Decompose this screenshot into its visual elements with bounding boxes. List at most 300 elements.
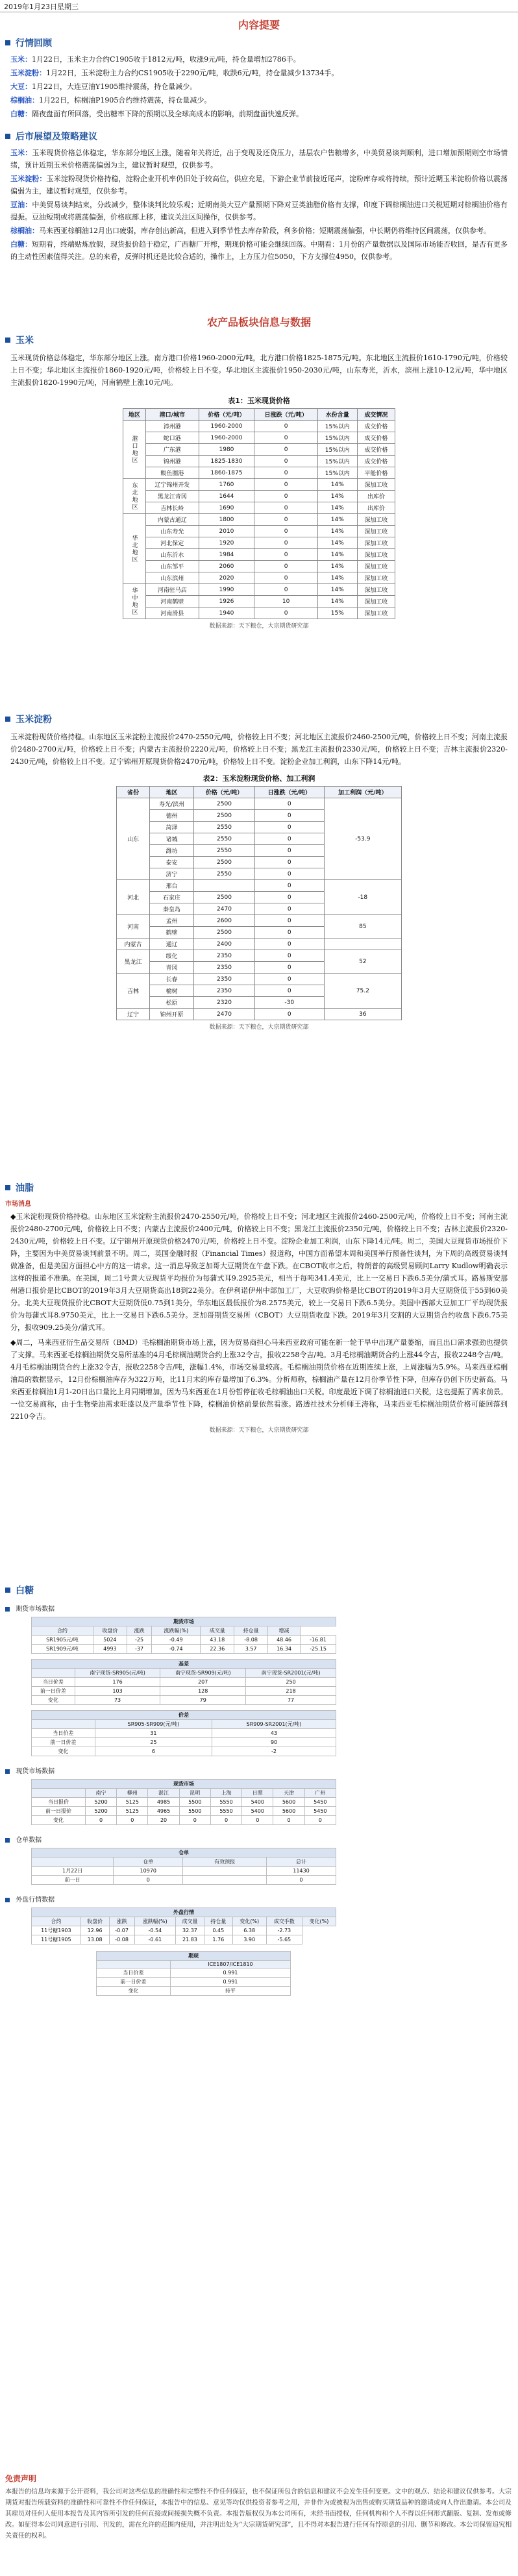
table-header-cell: 日涨跌（元/吨） <box>254 787 324 798</box>
profit-cell: 75.2 <box>324 974 401 1009</box>
square-bullet-icon <box>5 1898 10 1902</box>
futures-heading <box>5 1603 513 1613</box>
corn-source: 数据来源：天下粮仓，大宗期货研究部 <box>209 623 309 630</box>
table-cell: 0.45 <box>204 1926 232 1935</box>
table-cell: 14% <box>317 514 357 526</box>
table-cell: 6 <box>95 1747 212 1756</box>
table-title: 基差 <box>32 1660 336 1669</box>
summary-section <box>5 17 513 32</box>
table-cell: 14% <box>317 572 357 584</box>
table-header-cell: 湛江 <box>148 1789 179 1798</box>
table-cell: 0 <box>254 421 317 432</box>
table-cell: 1984 <box>199 549 254 561</box>
table-cell: 0 <box>254 880 324 892</box>
table-cell: 2500 <box>194 798 255 810</box>
region-cell: 华北地区 <box>123 514 146 584</box>
table-cell: 2350 <box>194 962 255 974</box>
summary-item <box>5 80 513 93</box>
table-cell: 218 <box>246 1687 336 1696</box>
table-cell: 持平 <box>170 1987 290 1996</box>
table-cell: 1980 <box>199 444 254 456</box>
table-cell: 山东沂水 <box>145 549 199 561</box>
table-row <box>117 1009 402 1020</box>
table-header-row <box>123 409 395 421</box>
summary-item-text: 玉米淀粉现货价格持稳，淀粉企业开机率仍旧处于较高位，供应充足，下游企业节前接近尾声，淀粉库存或将持续，预计近期玉米淀粉价格以震荡偏弱为主，建议暂时观望，仅供参考。 <box>10 175 508 195</box>
table-row <box>123 444 395 456</box>
table-cell: 1920 <box>199 537 254 549</box>
table-header-cell: 变化(%) <box>232 1917 266 1926</box>
table-row <box>123 607 395 619</box>
table-cell: 0 <box>254 514 317 526</box>
table-header-cell: 成交量 <box>176 1917 204 1926</box>
table-cell: 变化 <box>97 1987 171 1996</box>
table-cell: 德州 <box>150 810 194 822</box>
profit-cell: -53.9 <box>324 798 401 880</box>
basis-table <box>31 1659 336 1705</box>
table-header-cell <box>97 1961 171 1969</box>
corn-heading <box>5 334 513 347</box>
table-cell: 0 <box>254 857 324 868</box>
table-cell: 2350 <box>194 974 255 985</box>
table-cell: 变化 <box>32 1747 95 1756</box>
province-cell: 吉林 <box>117 974 150 1009</box>
table-cell: 河南驻马店 <box>145 584 199 596</box>
table-title-row <box>32 1711 336 1720</box>
table-cell: 山东邹平 <box>145 561 199 572</box>
table-row <box>123 502 395 514</box>
table-header-cell: ICE1807/ICE1810 <box>170 1961 290 1969</box>
table-cell: 0 <box>254 962 324 974</box>
table-row <box>117 798 402 810</box>
table-cell: 深加工收 <box>357 596 395 607</box>
table-cell: 吉林长岭 <box>145 502 199 514</box>
table-cell: 漳州港 <box>145 421 199 432</box>
table-cell: 0 <box>254 810 324 822</box>
warehouse-heading <box>5 1834 513 1844</box>
table-cell: 成交价格 <box>357 444 395 456</box>
spot-table <box>31 1779 336 1825</box>
sugar-heading <box>5 1584 513 1597</box>
summary-item <box>5 94 513 106</box>
table-cell: 0 <box>254 491 317 502</box>
spread-table <box>31 1710 336 1756</box>
table-row <box>32 1738 336 1747</box>
table-cell: 蛇口港 <box>145 432 199 444</box>
table-cell: 2060 <box>199 561 254 572</box>
table-cell: 14% <box>317 479 357 491</box>
table-header-cell: 增减 <box>268 1626 301 1636</box>
table-cell: -0.74 <box>152 1645 201 1654</box>
table-cell: 77 <box>246 1696 336 1705</box>
table-cell: 5400 <box>242 1807 273 1816</box>
table-cell: 深加工收 <box>357 561 395 572</box>
square-bullet-icon <box>5 337 10 343</box>
table-header-cell: 仓单 <box>114 1858 183 1867</box>
profit-cell <box>324 938 401 950</box>
outer-heading <box>5 1894 513 1904</box>
table-header-cell: 合约 <box>32 1626 93 1636</box>
square-bullet-icon <box>5 1838 10 1843</box>
table-header-cell: 收盘价 <box>93 1626 127 1636</box>
futures-table <box>31 1617 336 1654</box>
table-cell: 250 <box>246 1678 336 1687</box>
table-cell: 山东寿光 <box>145 526 199 537</box>
starch-heading-text: 玉米淀粉 <box>16 715 52 725</box>
table-title: 仓单 <box>32 1848 336 1858</box>
table-cell: 103 <box>75 1687 160 1696</box>
table-cell: 0 <box>254 915 324 927</box>
table-cell: 2550 <box>194 845 255 857</box>
table-cell: 176 <box>75 1678 160 1687</box>
table-row <box>123 479 395 491</box>
province-cell: 河北 <box>117 880 150 915</box>
table-cell: 2470 <box>194 1009 255 1020</box>
table-cell: 14% <box>317 491 357 502</box>
table-cell: 2020 <box>199 572 254 584</box>
table-cell: 菏泽 <box>150 822 194 833</box>
square-bullet-icon <box>5 1769 10 1774</box>
table-cell: 泰安 <box>150 857 194 868</box>
square-bullet-icon <box>5 717 10 722</box>
table-row <box>117 915 402 927</box>
review-list <box>5 53 513 120</box>
sugar-heading-text: 白糖 <box>16 1586 34 1596</box>
table-cell: 0 <box>273 1816 304 1825</box>
region-cell: 东北地区 <box>123 479 146 514</box>
review-heading-text: 行情回顾 <box>16 38 52 49</box>
table-title: 期现 <box>97 1952 291 1961</box>
table-cell: 20 <box>148 1816 179 1825</box>
table-cell: 15%以内 <box>317 432 357 444</box>
table-title-row <box>97 1952 291 1961</box>
table-row <box>32 1636 336 1645</box>
table-cell: 河南鹤壁 <box>145 596 199 607</box>
table-cell: 14% <box>317 561 357 572</box>
summary-item-label: 玉米： <box>10 55 32 64</box>
summary-item-text: 1月22日，玉米主力合约C1905收于1812元/吨，收涨9元/吨，持仓量增加2786手。 <box>32 55 301 64</box>
table-row <box>117 974 402 985</box>
summary-item-text: 隔夜盘面有所回落，受出糖率下降的预期以及全球高成本的影响，前期盘面快速反弹。 <box>32 110 303 118</box>
table-cell: 锦州港 <box>145 456 199 467</box>
disclaimer-text: 本报告的信息均来源于公开资料，我公司对这些信息的准确性和完整性不作任何保证，也不保证所包含的信息和建议不会发生任何变更。文中的观点、结论和建议仅供参考。大宗期货对报告所载资料的准确性和可靠性不作任何保证，本报告中的信息、意见等均仅供投资者参考之用，并非作为或被视为出售或购买期货品种的邀请或向人作出邀请。本公司及其雇员对任何人使用本报告及其内容所引发的任何直接或间接损失概不负责。本报告版权仅为本公司所有，未经书面授权，任何机构和个人不得以任何形式翻版、复制、发布或修改。如征得本公司同意进行引用、刊发的，需在允许的范围内使用，并注明出处为“大宗期货研究部”，且不得对本报告进行任何有悖原意的引用、删节和修改。本公司保留追究相关责任的权利。 <box>5 2488 512 2540</box>
table-cell: 5450 <box>304 1807 336 1816</box>
table-cell: 0 <box>85 1816 116 1825</box>
table-cell: 石家庄 <box>150 892 194 903</box>
table-header-cell <box>32 1858 114 1867</box>
table-cell: 黑龙江青冈 <box>145 491 199 502</box>
table-header-cell: 持仓量 <box>234 1626 268 1636</box>
table-header-cell: 省份 <box>117 787 150 798</box>
table-header-cell: SR905-SR909(元/吨) <box>95 1720 212 1729</box>
corn-heading-text: 玉米 <box>16 336 34 346</box>
summary-item-text: 短期看，终端贴炼放假，现货报价趋于稳定，广西糖厂开榨，期现价格可能会继续回落。中期看：1月份的产量数据以及国际市场能否收回，是否有更多的主动性因素值得关注。总的来看，反弹时机还是比较合适的，操作上，上方压力位5050，下方支撑位4950，仅供参考。 <box>10 240 508 261</box>
table-cell: 0 <box>254 833 324 845</box>
table-cell: 1940 <box>199 607 254 619</box>
table-row <box>123 456 395 467</box>
table-cell: 207 <box>160 1678 246 1687</box>
table-header-cell: 价格（元/吨） <box>199 409 254 421</box>
table-cell: 2500 <box>194 857 255 868</box>
square-bullet-icon <box>5 1607 10 1612</box>
table-cell: 成交价格 <box>357 456 395 467</box>
table-row <box>117 938 402 950</box>
table-header-cell: 成交量 <box>201 1626 234 1636</box>
table-cell <box>183 1867 267 1876</box>
table-row <box>32 1729 336 1738</box>
table-header-cell: 柳州 <box>117 1789 148 1798</box>
oil-section <box>5 1181 513 1434</box>
table-cell: 5500 <box>179 1807 210 1816</box>
table-row <box>32 1816 336 1825</box>
province-cell: 内蒙古 <box>117 938 150 950</box>
table-cell: 通辽 <box>150 938 194 950</box>
table-row <box>123 537 395 549</box>
table-cell: 15%以内 <box>317 456 357 467</box>
table-header-cell: 成交情况 <box>357 409 395 421</box>
table-title-row <box>32 1617 336 1626</box>
table-title-row <box>32 1848 336 1858</box>
table-title: 外盘行情 <box>32 1908 336 1917</box>
table-cell: 变化 <box>32 1696 75 1705</box>
table-header-cell: 成交手数 <box>266 1917 302 1926</box>
table-cell <box>194 880 255 892</box>
summary-item <box>5 173 513 197</box>
corn-price-table <box>123 408 395 619</box>
table-row <box>32 1696 336 1705</box>
outlook-section <box>5 130 513 263</box>
starch-table-caption: 表2：玉米淀粉现货价格、加工利润 <box>203 774 315 783</box>
table-cell: 秦皇岛 <box>150 903 194 915</box>
table-cell: 3.90 <box>232 1935 266 1944</box>
table-cell: 1860-1875 <box>199 467 254 479</box>
table-cell: 0 <box>254 1009 324 1020</box>
table-header-cell: 地区 <box>150 787 194 798</box>
table-cell: 0 <box>254 584 317 596</box>
table-cell: 0 <box>254 479 317 491</box>
table-header-cell: 地区 <box>123 409 146 421</box>
table-cell: 松原 <box>150 997 194 1009</box>
table-header-cell: 总计 <box>266 1858 336 1867</box>
table-header-cell: 南宁现货-SR905(元/吨) <box>75 1669 160 1678</box>
table-cell: 深加工收 <box>357 537 395 549</box>
profit-cell: 36 <box>324 1009 401 1020</box>
table-header-row <box>32 1789 336 1798</box>
table-cell: 32.37 <box>176 1926 204 1935</box>
table-cell: -25.15 <box>301 1645 336 1654</box>
table-header-cell: 昆明 <box>179 1789 210 1798</box>
table-cell: 0 <box>254 974 324 985</box>
table-cell: 15% <box>317 607 357 619</box>
summary-item-label: 玉米： <box>10 149 32 157</box>
table-cell: 潍坊 <box>150 845 194 857</box>
starch-intro: 玉米淀粉现货价格持稳。山东地区玉米淀粉主流报价2470-2550元/吨，价格较上日不变；河北地区主流报价2460-2500元/吨，价格较上日不变；河南主流报价2480-2700元/吨，价格较上日不变；内蒙古主流报价2220元/吨，价格较上日不变；黑龙江主流报价2330元/吨，价格较上日不变；吉林主流报价2320-2430元/吨，价格较上日不变。辽宁锦州开原现货价格2470元/吨，价格较上日不变。淀粉企业加工利润，山东下降14元/吨。 <box>10 733 508 766</box>
outlook-heading <box>5 130 513 143</box>
review-section <box>5 36 513 120</box>
summary-item-label: 棕榈油： <box>10 96 39 104</box>
table-cell: 5200 <box>85 1807 116 1816</box>
corn-table-caption: 表1：玉米现货价格 <box>228 397 290 405</box>
table-cell: 0 <box>254 950 324 962</box>
table-cell: 2550 <box>194 833 255 845</box>
table-row <box>32 1645 336 1654</box>
table-cell: 22.36 <box>201 1645 234 1654</box>
table-header-row <box>32 1720 336 1729</box>
table-cell: 1960-2000 <box>199 432 254 444</box>
table-cell: 0 <box>254 798 324 810</box>
table-title: 价差 <box>32 1711 336 1720</box>
table-cell: 15%以内 <box>317 467 357 479</box>
table-cell: 平舱价格 <box>357 467 395 479</box>
table-header-row <box>32 1669 336 1678</box>
table-cell: -16.81 <box>301 1636 336 1645</box>
table-cell: 6.38 <box>232 1926 266 1935</box>
table-header-cell <box>32 1720 95 1729</box>
table-cell: 5550 <box>210 1807 241 1816</box>
table-cell: 0 <box>254 892 324 903</box>
table-cell: 0 <box>179 1816 210 1825</box>
table-cell: 深加工收 <box>357 584 395 596</box>
table-cell: 成交价格 <box>357 432 395 444</box>
summary-item-label: 大豆： <box>10 82 32 91</box>
table-cell: 0 <box>304 1816 336 1825</box>
table-title-row <box>32 1908 336 1917</box>
table-cell: 前一日报价 <box>32 1807 86 1816</box>
oil-heading-text: 油脂 <box>16 1183 34 1194</box>
table-cell: 2350 <box>194 985 255 997</box>
table-cell: 16.34 <box>268 1645 301 1654</box>
table-cell: 榆树 <box>150 985 194 997</box>
table-cell: 0 <box>254 432 317 444</box>
outlook-heading-text: 后市展望及策略建议 <box>16 132 97 142</box>
summary-item-text: 马来西亚棕榈油12月出口疲弱，库存创出新高，但进入到季节性去库存阶段，利多价格；短期震荡偏强，中长期仍将维持区间震荡，仅供参考。 <box>39 227 491 235</box>
table-header-cell: 南宁 <box>85 1789 116 1798</box>
table-cell: 0 <box>254 444 317 456</box>
table-cell: 前一日价差 <box>97 1978 171 1987</box>
summary-item-text: 1月22日，棕榈油P1905合约维持震荡，持仓量减少。 <box>39 96 212 104</box>
corn-intro: 玉米现货价格总体稳定，华东部分地区上涨。南方港口价格1960-2000元/吨，北方港口价格1825-1875元/吨。东北地区主流报价1610-1790元/吨，价格较上日不变；华北地区主流报价1860-1920元/吨，价格较上日不变。华北地区主流报价1950-2030元/吨，山东寿光，沂水，滨州上涨10-12元/吨，华中地区主流报价1820-1990元/吨，河南鹤壁上涨10元/吨。 <box>10 354 508 387</box>
table-cell: 0 <box>254 537 317 549</box>
oil-subheading: 市场消息 <box>5 1201 31 1208</box>
table-header-cell: 上海 <box>210 1789 241 1798</box>
table-cell: 10970 <box>114 1867 183 1876</box>
table-header-cell: 南宁现货-SR2001(元/吨) <box>246 1669 336 1678</box>
square-bullet-icon <box>5 1588 10 1593</box>
table-cell: 广东港 <box>145 444 199 456</box>
table-header-cell: 日涨跌（元/吨） <box>254 409 317 421</box>
table-cell: 12.96 <box>80 1926 109 1935</box>
oil-paragraph-1: ◆玉米淀粉现货价格持稳。山东地区玉米淀粉主流报价2470-2550元/吨，价格较上日不变；河北地区主流报价2460-2500元/吨，价格较上日不变；河南主流报价2480-2700元/吨，价格较上日不变；内蒙古主流报价2400元/吨，价格较上日不变；黑龙江主流报价2350元/吨，价格较上日不变；吉林主流报价2320-2430元/吨，价格较上日不变。辽宁锦州开原现货价格2470元/吨，价格较上日不变。淀粉企业加工利润，山东下降14元/吨。周二，美国大豆现货市场报价下降，主要因为中美贸易谈判前景不明。周二，英国金融时报（Financial Times）报道称，中国方面希望本周和美国举行预备性谈判，为下周的高级贸易谈判做准备，但是美国方面担心中方的这一请求。这一消息导致芝加哥大豆期货在午盘下跌。在CBOT收市之后，特朗普的高级贸易顾问Larry Kudlow明确表示这样的报道不准确。在美国，周二1号黄大豆现货平均报价为每蒲式耳9.2925美元，相当于每吨341.4美元，比上一交易日下跌6.5美分/蒲式耳。路易斯安那州港口报价是比CBOT的2019年3月大豆期货高出18到22美分。在伊利诺伊州中部加工厂，大豆收购价格是比CBOT的2019年3月大豆期货低于55到60美分。北美大豆现货报价比CBOT大豆期货低0.75到1美分，华东地区最低报价为8.2575美元，较上一交易日下跌6.5美分。美国中西部大豆加工厂平均现货报价为每蒲式耳8.9750美元，比上一交易日下跌6.5美分。芝加哥期货交易所（CBOT）大豆期货收盘下跌。2019年3月交割的大豆期货合约收盘下跌6.75美分，报收909.25美分/蒲式耳。 <box>10 1212 508 1332</box>
table-cell: 1760 <box>199 479 254 491</box>
spot-heading-text: 现货市场数据 <box>16 1768 55 1775</box>
warehouse-heading-text: 仓单数据 <box>16 1837 42 1844</box>
table-cell: -25 <box>127 1636 151 1645</box>
table-header-row <box>32 1626 336 1636</box>
table-cell: 成交价格 <box>357 421 395 432</box>
table-header-cell: 价格（元/吨） <box>194 787 255 798</box>
summary-item <box>5 238 513 263</box>
table-cell: 0 <box>254 502 317 514</box>
summary-item <box>5 147 513 171</box>
table-header-cell: 加工利润（元/吨） <box>324 787 401 798</box>
futures-heading-text: 期货市场数据 <box>16 1606 55 1613</box>
disclaimer-title: 免责声明 <box>5 2474 37 2483</box>
square-bullet-icon <box>5 1185 10 1190</box>
table-cell: 0 <box>254 868 324 880</box>
table-cell: 河南滑县 <box>145 607 199 619</box>
table-cell: 0 <box>254 903 324 915</box>
table-cell: 2500 <box>194 810 255 822</box>
summary-item <box>5 225 513 237</box>
table-cell: 14% <box>317 502 357 514</box>
table-header-cell: 变化(%) <box>302 1917 336 1926</box>
board-section <box>5 314 513 329</box>
table-header-cell: 持仓量 <box>204 1917 232 1926</box>
table-row <box>97 1978 291 1987</box>
summary-item-label: 白糖： <box>10 240 32 249</box>
table-header-cell: SR909-SR2001(元/吨) <box>212 1720 336 1729</box>
summary-item-text: 玉米现货价格总体稳定，华东部分地区上涨，随着年关将近，出于变现及还贷压力，基层农户售粮增多，中美贸易谈判顺利，进口增加预期则空市场情绪，预计近期玉米价格震荡偏弱为主，建议暂时观望，仅供参考。 <box>10 149 508 169</box>
table-cell: 14% <box>317 526 357 537</box>
table-cell: 14% <box>317 537 357 549</box>
table-cell: 0 <box>254 927 324 938</box>
summary-item <box>5 67 513 79</box>
table-header-cell: 合约 <box>32 1917 81 1926</box>
starch-price-table <box>116 786 402 1020</box>
table-row <box>32 1687 336 1696</box>
province-cell: 河南 <box>117 915 150 938</box>
table-cell: 长春 <box>150 974 194 985</box>
table-cell: 2470 <box>194 903 255 915</box>
table-cell: 0 <box>210 1816 241 1825</box>
table-cell: 0 <box>254 572 317 584</box>
table-header-cell: 天津 <box>273 1789 304 1798</box>
starch-section <box>5 713 513 1031</box>
table-row <box>32 1876 336 1885</box>
table-cell: 4993 <box>93 1645 127 1654</box>
table-cell: -0.61 <box>134 1935 175 1944</box>
table-cell: 锦州开原 <box>150 1009 194 1020</box>
table-cell: 0 <box>254 561 317 572</box>
table-cell: 1960-2000 <box>199 421 254 432</box>
table-title: 期货市场 <box>32 1617 336 1626</box>
ratio-table <box>96 1951 291 1996</box>
table-cell: 2400 <box>194 938 255 950</box>
table-cell: -0.08 <box>109 1935 134 1944</box>
table-row <box>32 1747 336 1756</box>
table-cell: 当日价差 <box>97 1969 171 1978</box>
table-cell: 2550 <box>194 822 255 833</box>
table-cell: 鲅鱼圈港 <box>145 467 199 479</box>
table-cell: 2350 <box>194 950 255 962</box>
table-cell: 深加工收 <box>357 549 395 561</box>
table-cell: 0 <box>254 549 317 561</box>
oil-paragraph-2: ◆周二，马来西亚衍生品交易所（BMD）毛棕榈油期货市场上涨，因为贸易商担心马来西亚政府可能在新一轮干旱中出现产量萎缩，而且出口需求强劲也提供了支撑。马来西亚毛棕榈油期货交易所基准的4月毛棕榈油期货合约上涨32令吉，报收2258令吉/吨。3月毛棕榈油期货合约上涨44令吉，报收2248令吉/吨。4月毛棕榈油期货合约上涨32令吉，报收2258令吉/吨，涨幅1.4%，市场交易量较高。毛棕榈油期货价格在近期连续上涨，上周涨幅为5.9%。马来西亚棕榈油局的数据显示，12月份棕榈油库存为322万吨，比11月末的库存量增加了6.3%。分析师称，棕榈油产量在12月份季节性下降，但库存仍创下历史新高。马来西亚棕榈油1月1-20日出口量比上月同期增加，因为马来西亚在1月份暂停征收毛棕榈油出口关税。印度最近下调了棕榈油进口关税，这也提振了需求前景。一位交易商称，由于生物柴油需求旺盛以及产量季节性下降，棕榈油价格前景依然看涨。路透社技术分析师王涛称，马来西亚毛棕榈油期货价格可能回落到2210令吉。 <box>10 1338 508 1421</box>
warehouse-table <box>31 1848 336 1885</box>
table-title-row <box>32 1780 336 1789</box>
table-cell: 5550 <box>210 1798 241 1807</box>
table-cell: 内蒙古通辽 <box>145 514 199 526</box>
sugar-section <box>5 1584 513 1996</box>
table-cell: -8.08 <box>234 1636 268 1645</box>
table-cell: -0.07 <box>109 1926 134 1935</box>
table-cell: 1800 <box>199 514 254 526</box>
table-cell: 14% <box>317 596 357 607</box>
table-row <box>117 880 402 892</box>
table-cell: 4985 <box>148 1798 179 1807</box>
outer-heading-text: 外盘行情数据 <box>16 1896 55 1904</box>
oil-source: 数据来源：天下粮仓，大宗期货研究部 <box>209 1427 309 1434</box>
table-header-cell: 有效预报 <box>183 1858 267 1867</box>
